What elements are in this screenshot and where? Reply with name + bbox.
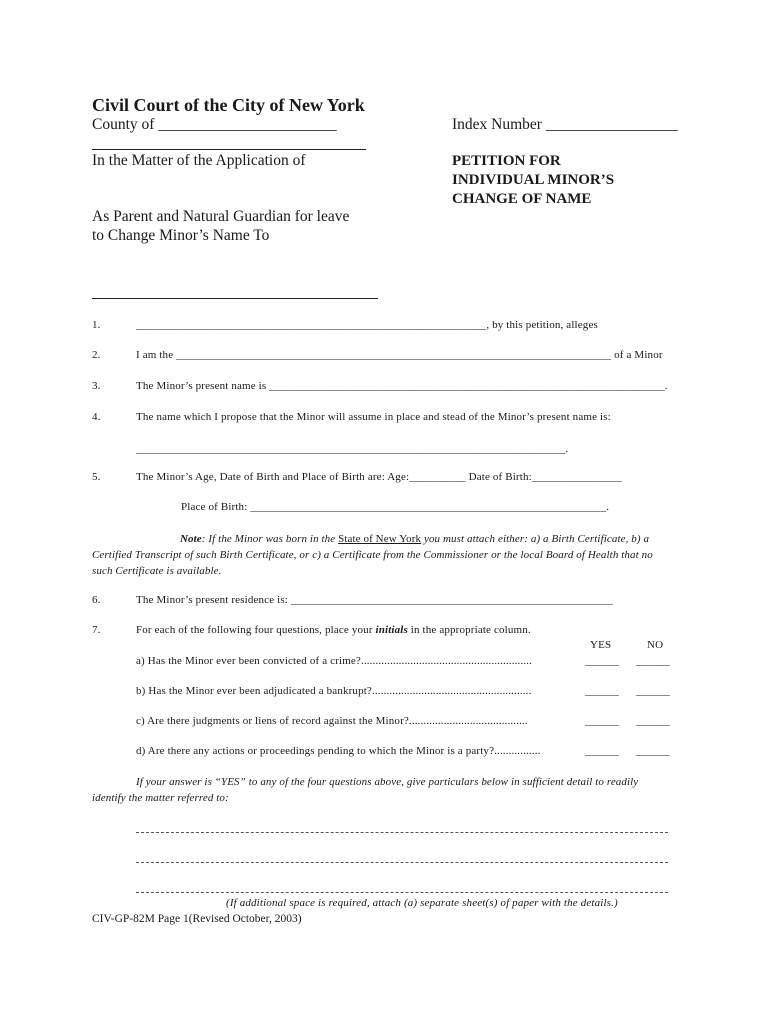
item-6-line <box>136 594 613 606</box>
item-3-text: The Minor’s present name is <box>136 380 267 392</box>
age-field[interactable]: __________ <box>409 471 466 483</box>
question-d-yes-field[interactable]: ______ <box>585 745 619 757</box>
index-number-label <box>452 116 678 134</box>
note-label: Note <box>180 533 202 545</box>
item-2-number: 2. <box>92 349 101 361</box>
item-6-text: The Minor’s present residence is: <box>136 594 288 606</box>
residence-field[interactable]: _________________________________________________________ <box>290 594 613 606</box>
matter-label: In the Matter of the Application of <box>92 152 306 169</box>
item-7-text-b: in the appropriate column. <box>407 624 531 636</box>
item-5-age-label: The Minor’s Age, Date of Birth and Place of Birth are: Age: <box>136 471 410 483</box>
question-a-yes-field[interactable]: ______ <box>585 655 619 667</box>
court-title: Civil Court of the City of New York <box>92 95 365 115</box>
proposed-name-field[interactable]: ____________________________________________________________________________. <box>136 443 569 455</box>
particulars-line-2[interactable] <box>136 862 668 863</box>
question-a: a) Has the Minor ever been convicted of a crime?........................................................... <box>136 655 533 667</box>
item-5-dob-label: Date of Birth: <box>468 471 532 483</box>
note-text-a: : If the Minor was born in the <box>201 533 339 545</box>
item-3-number: 3. <box>92 380 101 392</box>
yes-column-header: YES <box>590 639 612 651</box>
item-2-text-a: I am the <box>136 349 174 361</box>
dob-field[interactable]: ________________ <box>531 471 623 483</box>
item-7-number: 7. <box>92 624 101 636</box>
item-6-number: 6. <box>92 594 101 606</box>
item-1-number: 1. <box>92 319 101 331</box>
form-id-footer: CIV-GP-82M Page 1(Revised October, 2003) <box>92 913 302 925</box>
item-7-text-a: For each of the following four questions, place your <box>136 624 376 636</box>
note-state: State of New York <box>338 533 422 545</box>
yes-particulars-text: If your answer is “YES” to any of the four questions above, give particulars below in sufficient detail to readily identify the matter referred to: <box>92 776 639 804</box>
item-2-line <box>136 349 663 361</box>
item-5-pob-label: Place of Birth: <box>181 501 248 513</box>
pob-field[interactable]: _______________________________________________________________. <box>250 501 610 513</box>
question-d: d) Are there any actions or proceedings pending to which the Minor is a party?................ <box>136 745 541 757</box>
item-2-text-b: of a Minor <box>614 349 663 361</box>
additional-space-note: (If additional space is required, attach (a) separate sheet(s) of paper with the details.) <box>226 897 618 909</box>
petition-title-2: INDIVIDUAL MINOR’S <box>452 172 615 188</box>
county-field[interactable]: _______________________ <box>158 116 337 133</box>
guardian-line-2: to Change Minor’s Name To <box>92 227 270 244</box>
petitioner-name-field[interactable]: ______________________________________________________________ <box>136 319 487 331</box>
index-number-label-text: Index Number <box>452 116 542 133</box>
item-5-pob-line <box>181 501 609 513</box>
item-4-text: The name which I propose that the Minor will assume in place and stead of the Minor’s present name is: <box>136 411 611 423</box>
item-5-line <box>136 471 622 483</box>
index-number-field[interactable]: _________________ <box>545 116 678 133</box>
new-name-field[interactable] <box>92 298 378 299</box>
question-b-no-field[interactable]: ______ <box>636 685 670 697</box>
yes-particulars-instruction <box>92 774 672 806</box>
note-text-b: you must attach either: a) a Birth Certificate, b) a Certified Transcript of such Birth Certificate, or c) a Certificate from the Commissioner or the local Board of Health that no such Certificate is available. <box>92 533 653 577</box>
particulars-line-3[interactable] <box>136 892 668 893</box>
question-d-no-field[interactable]: ______ <box>636 745 670 757</box>
item-1-line <box>136 319 598 331</box>
particulars-line-1[interactable] <box>136 832 668 833</box>
county-label <box>92 116 337 134</box>
item-1-text: , by this petition, alleges <box>486 319 598 331</box>
relationship-field[interactable]: _____________________________________________________________________________ <box>176 349 612 361</box>
item-7-text <box>136 624 531 636</box>
petition-title-3: CHANGE OF NAME <box>452 191 592 207</box>
no-column-header: NO <box>647 639 664 651</box>
question-b-yes-field[interactable]: ______ <box>585 685 619 697</box>
present-name-field[interactable]: ______________________________________________________________________. <box>269 380 668 392</box>
guardian-line-1: As Parent and Natural Guardian for leave <box>92 208 350 225</box>
question-a-no-field[interactable]: ______ <box>636 655 670 667</box>
question-c-yes-field[interactable]: ______ <box>585 715 619 727</box>
question-b: b) Has the Minor ever been adjudicated a bankrupt?....................................................... <box>136 685 532 697</box>
item-3-line <box>136 380 668 392</box>
county-label-text: County of <box>92 116 155 133</box>
item-4-number: 4. <box>92 411 101 423</box>
item-5-number: 5. <box>92 471 101 483</box>
petition-title-1: PETITION FOR <box>452 153 561 169</box>
question-c-no-field[interactable]: ______ <box>636 715 670 727</box>
item-7-initials: initials <box>375 624 408 636</box>
header-divider <box>92 149 366 150</box>
birth-certificate-note <box>92 531 672 579</box>
question-c: c) Are there judgments or liens of record against the Minor?......................................... <box>136 715 528 727</box>
